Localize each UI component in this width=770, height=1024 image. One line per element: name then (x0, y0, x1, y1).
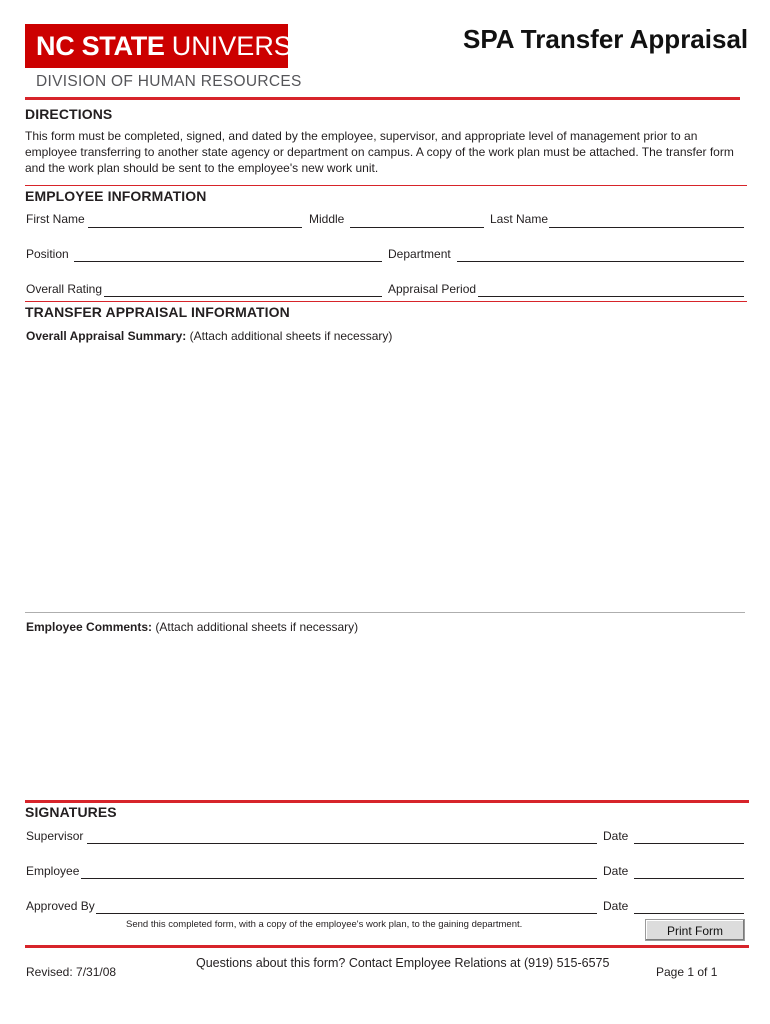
footer-divider (25, 945, 749, 948)
section-divider (25, 301, 747, 302)
employee-signature-field[interactable] (81, 878, 597, 879)
summary-divider (25, 612, 745, 613)
page-title: SPA Transfer Appraisal (463, 24, 749, 54)
university-logo (36, 28, 334, 64)
first-name-label: First Name (26, 212, 85, 226)
supervisor-date-label: Date (603, 829, 629, 843)
comments-label-bold: Employee Comments: (26, 620, 153, 634)
transfer-info-heading: TRANSFER APPRAISAL INFORMATION (25, 304, 290, 320)
supervisor-date-field[interactable] (634, 843, 744, 844)
overall-rating-field[interactable] (104, 296, 382, 297)
first-name-field[interactable] (88, 227, 302, 228)
comments-label (26, 619, 358, 635)
summary-label-note: (Attach additional sheets if necessary) (186, 329, 393, 343)
comments-label-note: (Attach additional sheets if necessary) (152, 620, 359, 634)
directions-heading: DIRECTIONS (25, 106, 113, 122)
comments-text-area[interactable] (25, 637, 745, 797)
contact-info: Questions about this form? Contact Employee Relations at (919) 515-6575 (196, 956, 610, 970)
employee-info-heading: EMPLOYEE INFORMATION (25, 188, 207, 204)
approved-by-date-label: Date (603, 899, 629, 913)
employee-date-label: Date (603, 864, 629, 878)
send-instructions: Send this completed form, with a copy of the employee's work plan, to the gaining department. (126, 919, 523, 930)
department-field[interactable] (457, 261, 744, 262)
directions-line: employee transferring to another state agency or department on campus. A copy of the work plan must be attached. The transfer form (25, 145, 734, 159)
logo-primary: NC STATE (36, 31, 165, 61)
position-field[interactable] (74, 261, 382, 262)
appraisal-period-label: Appraisal Period (388, 282, 477, 296)
directions-line: and the work plan should be sent to the employee's new work unit. (25, 161, 379, 175)
department-label: Department (388, 247, 451, 261)
logo-secondary: UNIVERSITY (171, 31, 334, 61)
middle-name-label: Middle (309, 212, 345, 226)
approved-by-label: Approved By (26, 899, 95, 913)
supervisor-signature-field[interactable] (87, 843, 597, 844)
supervisor-label: Supervisor (26, 829, 84, 843)
signatures-divider (25, 800, 749, 803)
overall-rating-label: Overall Rating (26, 282, 103, 296)
summary-label-bold: Overall Appraisal Summary: (26, 329, 187, 343)
middle-name-field[interactable] (350, 227, 484, 228)
position-label: Position (26, 247, 69, 261)
print-form-button[interactable]: Print Form (645, 919, 745, 941)
directions-text (25, 128, 745, 176)
employee-date-field[interactable] (634, 878, 744, 879)
appraisal-period-field[interactable] (478, 296, 744, 297)
last-name-label: Last Name (490, 212, 549, 226)
section-divider (25, 185, 747, 186)
employee-label: Employee (26, 864, 80, 878)
revised-date: Revised: 7/31/08 (26, 965, 117, 979)
signatures-heading: SIGNATURES (25, 804, 117, 820)
summary-text-area[interactable] (25, 346, 745, 610)
approved-by-signature-field[interactable] (96, 913, 597, 914)
last-name-field[interactable] (549, 227, 744, 228)
directions-line: This form must be completed, signed, and dated by the employee, supervisor, and appropriate level of management prior to an (25, 129, 698, 143)
division-name: DIVISION OF HUMAN RESOURCES (36, 73, 302, 90)
summary-label (26, 328, 392, 344)
approved-by-date-field[interactable] (634, 913, 744, 914)
page-number: Page 1 of 1 (656, 965, 718, 979)
header-divider (25, 97, 740, 100)
